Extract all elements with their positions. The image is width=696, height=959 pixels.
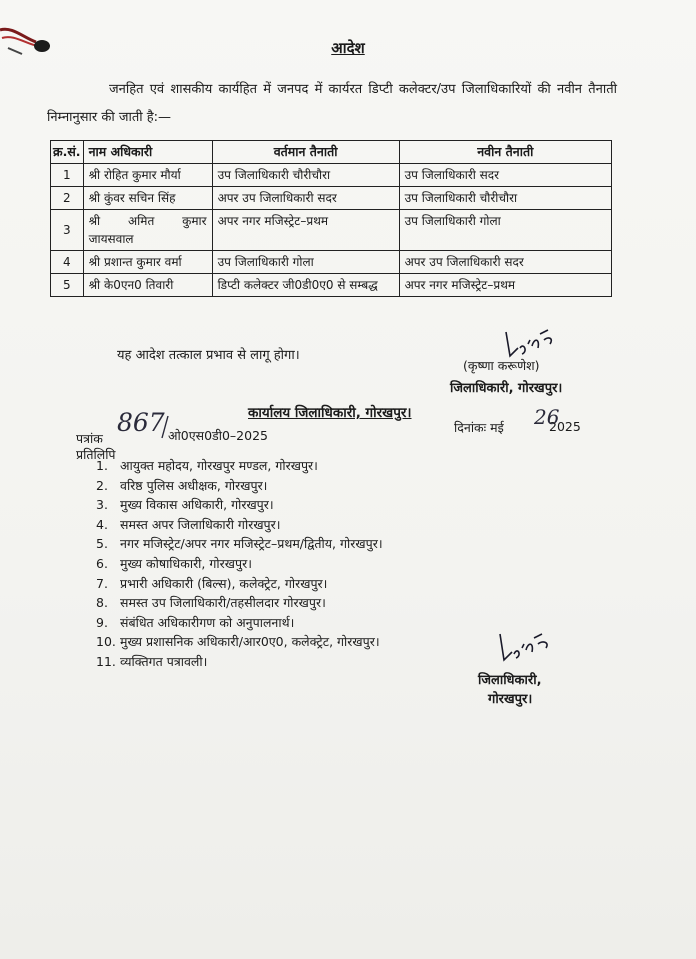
cell-sr: 5 xyxy=(51,274,84,297)
list-item xyxy=(96,456,383,476)
list-item xyxy=(96,652,383,672)
cell-new: अपर उप जिलाधिकारी सदर xyxy=(399,251,611,274)
patrank-suffix: ओ0एस0डी0–2025 xyxy=(168,428,268,443)
list-item-number: 10. xyxy=(96,634,116,650)
cell-new: उप जिलाधिकारी गोला xyxy=(399,210,611,251)
cell-new: उप जिलाधिकारी सदर xyxy=(399,164,611,187)
list-item-number: 9. xyxy=(96,614,108,630)
header-name: नाम अधिकारी xyxy=(83,141,212,164)
list-item xyxy=(96,534,383,554)
signatory-designation: जिलाधिकारी, गोरखपुर। xyxy=(450,381,563,396)
cell-new: अपर नगर मजिस्ट्रेट–प्रथम xyxy=(399,274,611,297)
list-item-text: प्रभारी अधिकारी (बिल्स), कलेक्ट्रेट, गोरखपुर। xyxy=(120,575,328,591)
list-item-number: 7. xyxy=(96,575,108,591)
table-row xyxy=(51,164,612,187)
cell-sr: 1 xyxy=(51,164,84,187)
list-item-number: 8. xyxy=(96,595,108,611)
list-item-text: मुख्य कोषाधिकारी, गोरखपुर। xyxy=(120,555,252,571)
list-item xyxy=(96,613,383,633)
table-header-row xyxy=(51,141,612,164)
cell-new: उप जिलाधिकारी चौरीचौरा xyxy=(399,187,611,210)
cell-sr: 2 xyxy=(51,187,84,210)
list-item-text: व्यक्तिगत पत्रावली। xyxy=(120,653,208,669)
cell-current: डिप्टी कलेक्टर जी0डी0ए0 से सम्बद्ध xyxy=(212,274,399,297)
list-item xyxy=(96,515,383,535)
list-item xyxy=(96,554,383,574)
list-item xyxy=(96,476,383,496)
signatory-name: (कृष्णा करूणेश) xyxy=(463,358,540,373)
list-item xyxy=(96,593,383,613)
cell-name: श्री कुंवर सचिन सिंह xyxy=(83,187,212,210)
postings-table xyxy=(50,140,612,297)
cell-sr: 3 xyxy=(51,210,84,251)
effect-line: यह आदेश तत्काल प्रभाव से लागू होगा। xyxy=(117,348,300,363)
list-item-number: 3. xyxy=(96,497,108,513)
list-item-text: मुख्य विकास अधिकारी, गोरखपुर। xyxy=(120,497,274,513)
list-item-text: समस्त अपर जिलाधिकारी गोरखपुर। xyxy=(120,516,281,532)
list-item xyxy=(96,574,383,594)
date-label: दिनांकः मई xyxy=(454,420,504,435)
cell-name: श्री प्रशान्त कुमार वर्मा xyxy=(83,251,212,274)
header-current: वर्तमान तैनाती xyxy=(212,141,399,164)
cell-current: उप जिलाधिकारी चौरीचौरा xyxy=(212,164,399,187)
copy-list xyxy=(96,456,383,672)
list-item-text: समस्त उप जिलाधिकारी/तहसीलदार गोरखपुर। xyxy=(120,595,326,611)
list-item xyxy=(96,632,383,652)
list-item-text: नगर मजिस्ट्रेट/अपर नगर मजिस्ट्रेट–प्रथम/द्वितीय, गोरखपुर। xyxy=(120,536,383,552)
list-item-number: 2. xyxy=(96,477,108,493)
signature-icon xyxy=(494,630,556,670)
table-row xyxy=(51,251,612,274)
office-heading: कार्यालय जिलाधिकारी, गोरखपुर। xyxy=(248,405,412,421)
patrank-number: 867 xyxy=(117,408,165,437)
cell-name: श्री अमित कुमार जायसवाल xyxy=(83,210,212,251)
list-item-number: 11. xyxy=(96,653,116,669)
closing-designation: जिलाधिकारी, xyxy=(478,673,542,688)
list-item-number: 5. xyxy=(96,536,108,552)
cell-current: अपर उप जिलाधिकारी सदर xyxy=(212,187,399,210)
order-intro: जनहित एवं शासकीय कार्यहित में जनपद में कार्यरत डिप्टी कलेक्टर/उप जिलाधिकारियों की नवीन तैनाती निम्नानुसार की जाती है:— xyxy=(47,82,617,125)
cell-current: उप जिलाधिकारी गोला xyxy=(212,251,399,274)
date-day: 26 xyxy=(534,405,560,429)
header-sr: क्र.सं. xyxy=(51,141,84,164)
table-row xyxy=(51,210,612,251)
table-row xyxy=(51,187,612,210)
cell-sr: 4 xyxy=(51,251,84,274)
list-item-text: वरिष्ठ पुलिस अधीक्षक, गोरखपुर। xyxy=(120,477,268,493)
cell-current: अपर नगर मजिस्ट्रेट–प्रथम xyxy=(212,210,399,251)
cell-name: श्री के0एन0 तिवारी xyxy=(83,274,212,297)
header-new: नवीन तैनाती xyxy=(399,141,611,164)
copy-to-label: प्रतिलिपि xyxy=(76,447,116,462)
cell-name: श्री रोहित कुमार मौर्या xyxy=(83,164,212,187)
list-item xyxy=(96,495,383,515)
order-heading: आदेश xyxy=(331,39,365,57)
patrank-label: पत्रांक xyxy=(76,431,103,446)
list-item-number: 1. xyxy=(96,458,108,473)
table-row xyxy=(51,274,612,297)
list-item-text: संबंधित अधिकारीगण को अनुपालनार्थ। xyxy=(120,614,295,630)
list-item-number: 6. xyxy=(96,555,108,571)
list-item-text: आयुक्त महोदय, गोरखपुर मण्डल, गोरखपुर। xyxy=(120,458,318,473)
closing-place: गोरखपुर। xyxy=(488,692,533,707)
list-item-number: 4. xyxy=(96,516,108,532)
list-item-text: मुख्य प्रशासनिक अधिकारी/आर0ए0, कलेक्ट्रेट, गोरखपुर। xyxy=(120,634,380,650)
date-year: 2025 xyxy=(549,419,581,434)
